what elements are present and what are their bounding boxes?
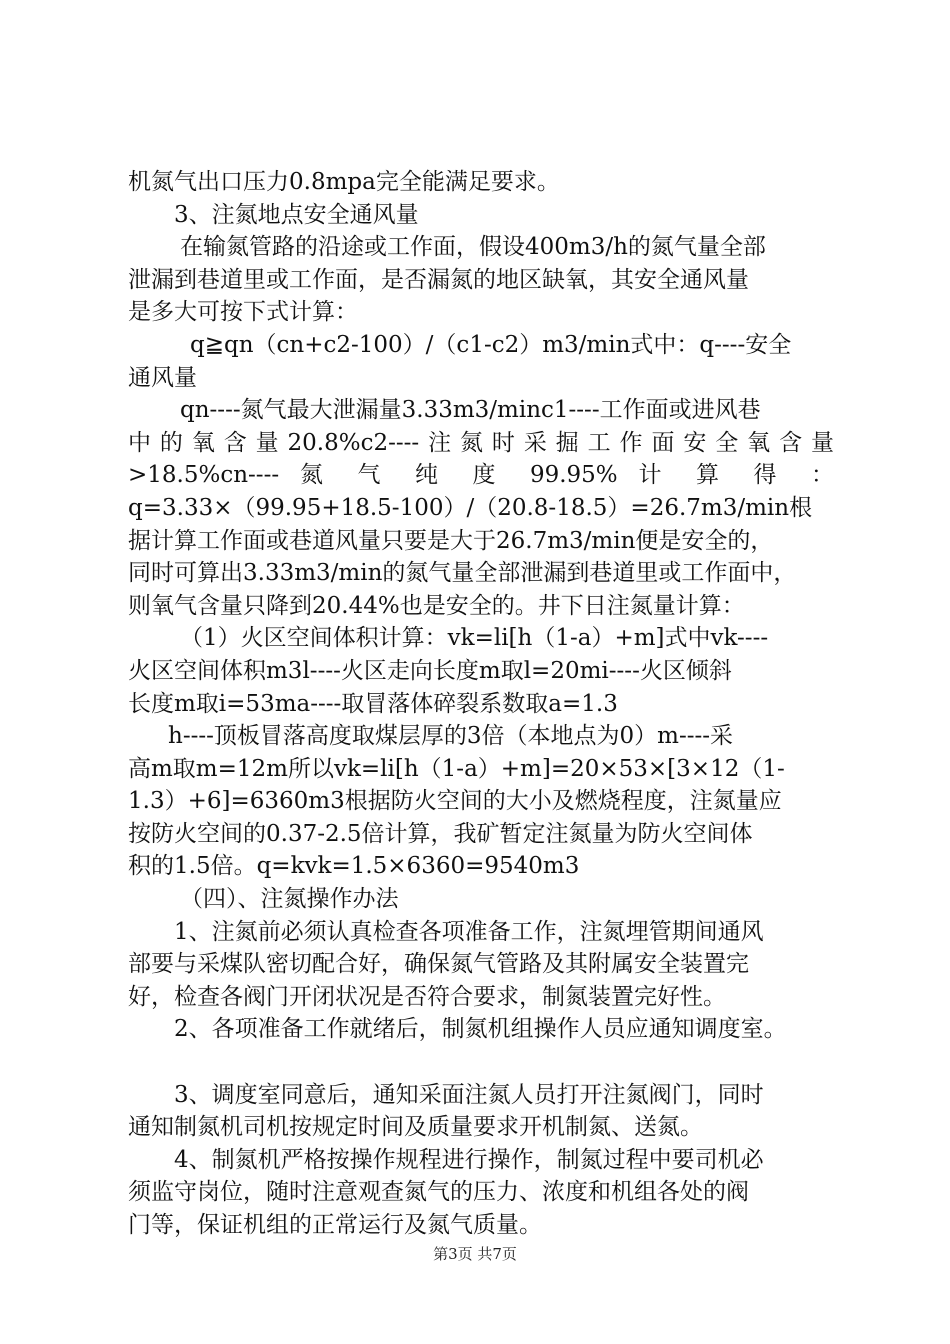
text-line: 按防火空间的0.37-2.5倍计算，我矿暂定注氮量为防火空间体 (128, 820, 753, 847)
section-heading: （四）、注氮操作办法 (180, 886, 399, 913)
page-number-footer: 第3页 共7页 (433, 1245, 517, 1263)
text-line: 1、注氮前必须认真检查各项准备工作，注氮埋管期间通风 (174, 918, 764, 945)
text-line: 中的氧含量20.8%c2----注氮时采掘工作面安全氧含量 (128, 429, 834, 456)
section-heading: 3、注氮地点安全通风量 (174, 201, 419, 228)
text-line: 4、制氮机严格按操作规程进行操作，制氮过程中要司机必 (174, 1146, 764, 1173)
text-line: 部要与采煤队密切配合好，确保氮气管路及其附属安全装置完 (128, 951, 749, 978)
text-line: 通风量 (128, 364, 197, 391)
formula-line: 积的1.5倍。q=kvk=1.5×6360=9540m3 (128, 853, 580, 880)
text-line: 在输氮管路的沿途或工作面，假设400m3/h的氮气量全部 (180, 234, 766, 261)
text-line: 长度m取i=53ma----取冒落体碎裂系数取a=1.3 (128, 690, 618, 717)
paragraph-spacer (128, 1046, 834, 1079)
text-line: 门等，保证机组的正常运行及氮气质量。 (128, 1212, 542, 1238)
text-line: qn----氮气最大泄漏量3.33m3/minc1----工作面或进风巷 (180, 397, 761, 424)
text-line: 3、调度室同意后，通知采面注氮人员打开注氮阀门，同时 (174, 1081, 764, 1108)
text-line: 通知制氮机司机按规定时间及质量要求开机制氮、送氮。 (128, 1114, 703, 1141)
text-line: 火区空间体积m3l----火区走向长度m取l=20mi----火区倾斜 (128, 657, 732, 684)
text-line: 同时可算出3.33m3/min的氮气量全部泄漏到巷道里或工作面中， (128, 560, 797, 587)
text-line: 是多大可按下式计算： (128, 299, 358, 326)
text-line: 1.3）+6]=6360m3根据防火空间的大小及燃烧程度，注氮量应 (128, 788, 782, 815)
formula-line: 高m取m=12m所以vk=li[h（1-a）+m]=20×53×[3×12（1- (128, 755, 785, 782)
formula-line: q≧qn（cn+c2-100）/（c1-c2）m3/min式中：q----安全 (190, 331, 792, 358)
text-line: 泄漏到巷道里或工作面，是否漏氮的地区缺氧，其安全通风量 (128, 266, 749, 293)
text-line: h----顶板冒落高度取煤层厚的3倍（本地点为0）m----采 (168, 723, 734, 750)
text-line: 好，检查各阀门开闭状况是否符合要求，制氮装置完好性。 (128, 983, 726, 1010)
document-body (128, 166, 834, 1242)
text-line: 2、各项准备工作就绪后，制氮机组操作人员应通知调度室。 (174, 1016, 787, 1043)
text-line: 机氮气出口压力0.8mpa完全能满足要求。 (128, 169, 560, 195)
text-line: 据计算工作面或巷道风量只要是大于26.7m3/min便是安全的， (128, 527, 774, 554)
text-line: 则氧气含量只降到20.44%也是安全的。井下日注氮量计算： (128, 592, 745, 619)
text-line: >18.5%cn---- 氮 气 纯 度 99.95% 计 算 得 ： (128, 462, 834, 489)
formula-line: q=3.33×（99.95+18.5-100）/（20.8-18.5）=26.7m3/min根 (128, 494, 813, 521)
text-line: （1）火区空间体积计算：vk=li[h（1-a）+m]式中vk---- (180, 625, 769, 652)
text-line: 须监守岗位，随时注意观查氮气的压力、浓度和机组各处的阀 (128, 1179, 749, 1206)
